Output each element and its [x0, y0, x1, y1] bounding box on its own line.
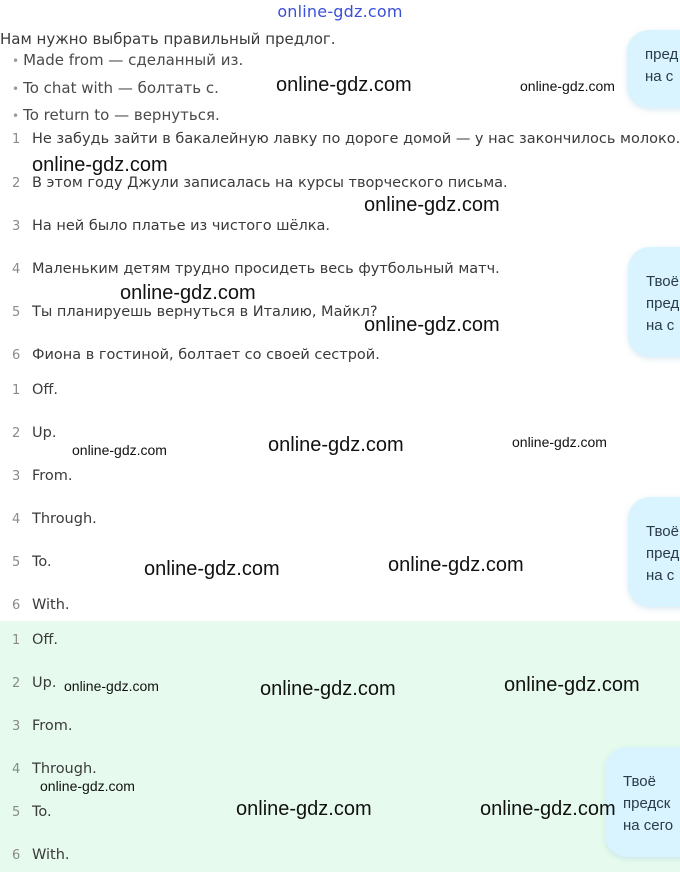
answer-row: 4 Through.: [12, 511, 97, 527]
watermark: online-gdz.com: [512, 434, 607, 450]
final-answer-row: 6 With.: [12, 847, 70, 863]
final-answer-row: 2 Up.: [12, 675, 57, 691]
translation-row: 2 В этом году Джули записалась на курсы творческого письма.: [12, 175, 508, 191]
final-answer-row: 3 From.: [12, 718, 73, 734]
translation-row: 5 Ты планируешь вернуться в Италию, Майкл?: [12, 304, 378, 320]
watermark: online-gdz.com: [144, 558, 280, 580]
final-answer-row: 5 To.: [12, 804, 52, 820]
bullet-dot-icon: •: [12, 109, 20, 123]
translation-row: 1 Не забудь зайти в бакалейную лавку по дороге домой — у нас закончилось молоко.: [12, 131, 680, 147]
watermark: online-gdz.com: [120, 282, 256, 304]
final-answer-row: 1 Off.: [12, 632, 59, 648]
tip-bubble[interactable]: Твоё пред на с: [628, 497, 680, 607]
watermark: online-gdz.com: [236, 798, 372, 820]
translation-row: 3 На ней было платье из чистого шёлка.: [12, 218, 330, 234]
answer-row: 6 With.: [12, 597, 70, 613]
final-answer-row: 4 Through.: [12, 761, 97, 777]
tip-bubble[interactable]: пред на с: [627, 30, 680, 108]
header-watermark: online-gdz.com: [277, 2, 403, 21]
watermark: online-gdz.com: [388, 554, 524, 576]
watermark: online-gdz.com: [72, 442, 167, 458]
tip-bubble[interactable]: Твоё предск на сего: [605, 747, 680, 857]
watermark: online-gdz.com: [32, 154, 168, 176]
watermark: online-gdz.com: [480, 798, 616, 820]
bullet-dot-icon: •: [12, 82, 20, 96]
watermark: online-gdz.com: [64, 678, 159, 694]
list-item: • Made from — сделанный из.: [12, 51, 244, 69]
answer-row: 1 Off.: [12, 382, 59, 398]
translation-row: 6 Фиона в гостиной, болтает со своей сестрой.: [12, 347, 380, 363]
watermark: online-gdz.com: [504, 674, 640, 696]
answer-row: 5 To.: [12, 554, 52, 570]
final-answer-panel: [0, 621, 680, 872]
tip-bubble[interactable]: Твоё пред на с: [628, 247, 680, 357]
list-item: • To chat with — болтать с.: [12, 79, 219, 97]
watermark: online-gdz.com: [276, 74, 412, 96]
watermark: online-gdz.com: [40, 778, 135, 794]
watermark: online-gdz.com: [364, 314, 500, 336]
watermark: online-gdz.com: [364, 194, 500, 216]
intro-text: Нам нужно выбрать правильный предлог.: [0, 30, 336, 48]
watermark: online-gdz.com: [260, 678, 396, 700]
list-item: • To return to — вернуться.: [12, 106, 220, 124]
translation-row: 4 Маленьким детям трудно просидеть весь футбольный матч.: [12, 261, 500, 277]
bullet-dot-icon: •: [12, 54, 20, 68]
watermark: online-gdz.com: [520, 78, 615, 94]
watermark: online-gdz.com: [268, 434, 404, 456]
answer-row: 3 From.: [12, 468, 73, 484]
answer-row: 2 Up.: [12, 425, 57, 441]
